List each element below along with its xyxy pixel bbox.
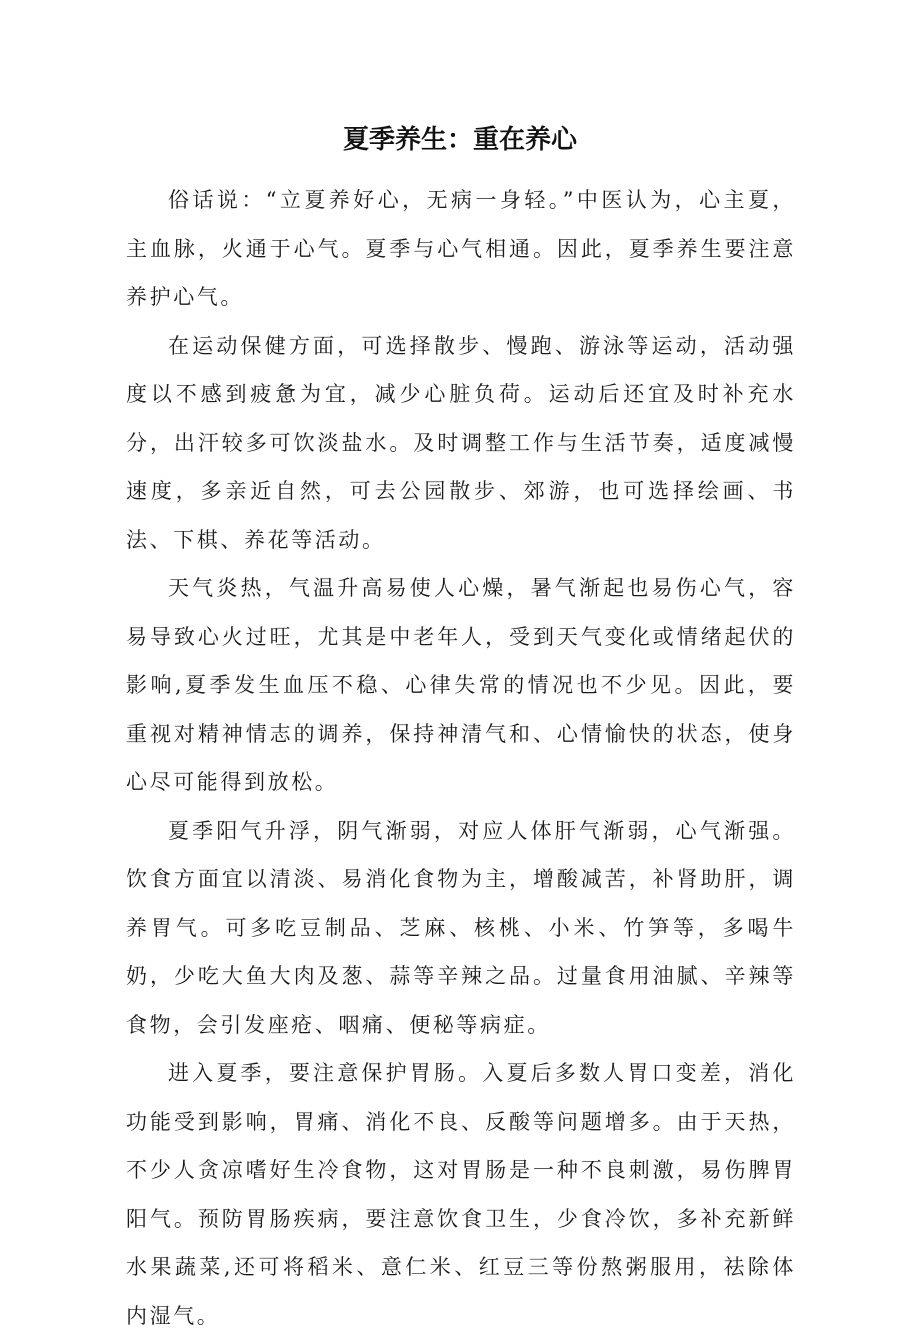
paragraph-3: 天气炎热，气温升高易使人心燥，暑气渐起也易伤心气，容易导致心火过旺，尤其是中老年人，受到天气变化或情绪起伏的影响,夏季发生血压不稳、心律失常的情况也不少见。因此，要重视对精神情志的调养，保持神清气和、心情愉快的状态，使身心尽可能得到放松。 (126, 576, 796, 794)
paragraph-1: 俗话说：“立夏养好心，无病一身轻。”中医认为，心主夏，主血脉，火通于心气。夏季与心气相通。因此，夏季养生要注意养护心气。 (126, 188, 796, 309)
paragraph-4: 夏季阳气升浮，阴气渐弱，对应人体肝气渐弱，心气渐强。饮食方面宜以清淡、易消化食物为主，增酸减苦，补肾助肝，调养胃气。可多吃豆制品、芝麻、核桃、小米、竹笋等，多喝牛奶，少吃大鱼大肉及葱、蒜等辛辣之品。过量食用油腻、辛辣等食物，会引发座疮、咽痛、便秘等病症。 (126, 818, 796, 1037)
paragraph-2: 在运动保健方面，可选择散步、慢跑、游泳等运动，活动强度以不感到疲惫为宜，减少心脏负荷。运动后还宜及时补充水分，出汗较多可饮淡盐水。及时调整工作与生活节奏，适度减慢速度，多亲近自然，可去公园散步、郊游，也可选择绘画、书法、下棋、养花等活动。 (126, 333, 796, 552)
page-title: 夏季养生：重在养心 (342, 125, 577, 155)
article-body (126, 176, 796, 1340)
paragraph-5: 进入夏季，要注意保护胃肠。入夏后多数人胃口变差，消化功能受到影响，胃痛、消化不良、反酸等问题增多。由于天热，不少人贪凉嗜好生冷食物，这对胃肠是一种不良刺激，易伤脾胃阳气。预防胃肠疾病，要注意饮食卫生，少食冷饮，多补充新鲜水果蔬菜,还可将稻米、意仁米、红豆三等份熬粥服用，祛除体内湿气。 (126, 1061, 796, 1328)
